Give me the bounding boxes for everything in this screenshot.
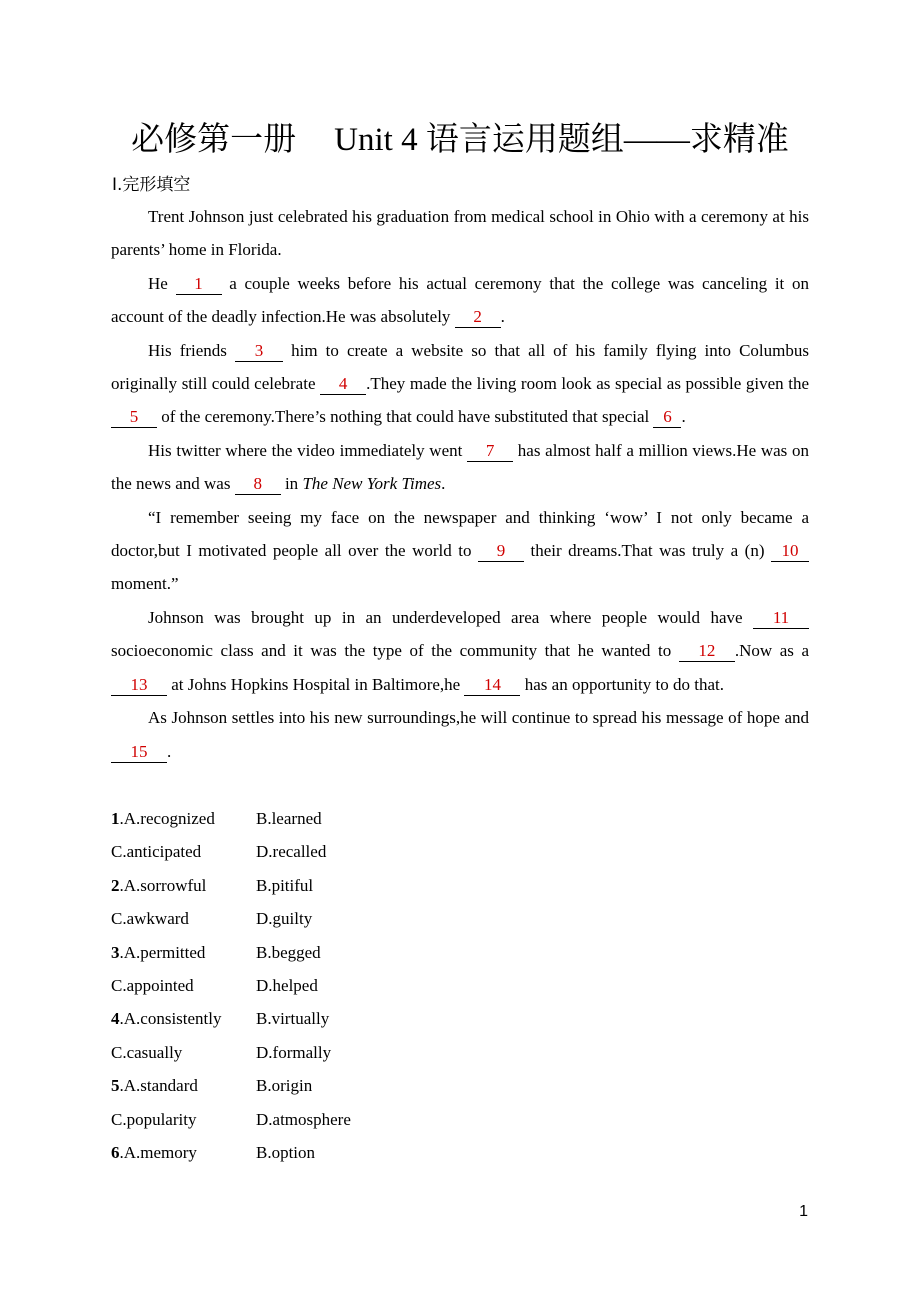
blank-13: 13 [111,675,167,696]
option-b: B.origin [256,1076,313,1096]
option-c: C.casually [111,1042,183,1062]
paragraph-2: He 1 a couple weeks before his actual ceremony that the college was canceling it on account of the deadly infection.He was absolutely 2 . [111,273,809,327]
question-5-row-cd [111,1103,351,1136]
question-number: 2 [111,875,120,895]
option-d: D.helped [256,975,318,995]
blank-12: 12 [679,641,735,662]
question-number: 1 [111,809,120,828]
option-d: D.atmosphere [256,1109,351,1129]
option-a: .A.sorrowful [119,875,207,895]
title-en-part: Unit 4 语言运用题组——求精准 [334,122,789,158]
paragraph-1: Trent Johnson just celebrated his graduation from medical school in Ohio with a ceremony at his parents’ home in Florida. [111,207,809,260]
blank-5: 5 [111,407,157,428]
option-a: .A.memory [119,1142,197,1162]
option-c: C.anticipated [111,842,202,862]
cloze-passage [111,200,809,768]
question-1-row-ab [111,802,351,835]
paragraph-5: “I remember seeing my face on the newspaper and thinking ‘wow’ I not only became a doctor,but I motivated people all over the world to 9 their dreams.That was truly a (n) 10 moment.” [111,507,809,594]
blank-7: 7 [467,441,513,462]
option-c: C.appointed [111,975,194,995]
blank-14: 14 [464,675,520,696]
blank-15: 15 [111,742,167,763]
blank-4: 4 [320,374,366,395]
section-heading: Ⅰ.完形填空 [112,175,191,195]
title-cn-part: 必修第一册 [131,122,297,158]
option-b: B.pitiful [256,875,314,895]
question-number: 6 [111,1142,120,1162]
blank-2: 2 [455,307,501,328]
blank-3: 3 [235,341,283,362]
blank-10: 10 [771,541,809,562]
option-b: B.learned [256,809,322,828]
blank-11: 11 [753,608,809,629]
option-a: .A.recognized [119,809,215,828]
question-options [111,802,351,1169]
blank-1: 1 [176,274,222,295]
option-d: D.formally [256,1042,332,1062]
blank-9: 9 [478,541,524,562]
option-a: .A.consistently [119,1009,222,1029]
option-b: B.option [256,1142,316,1162]
question-3-row-ab [111,936,351,969]
question-number: 5 [111,1076,120,1096]
page-number: 1 [799,1203,808,1220]
paragraph-6: Johnson was brought up in an underdeveloped area where people would have 11 socioeconomic class and it was the type of the community that he wanted to 12 .Now as a 13 at Johns Hopkins Hospital in Baltimore,he 14 has an opportunity to do that. [111,607,809,694]
question-4-row-cd [111,1036,351,1069]
question-number: 4 [111,1009,120,1029]
option-a: .A.permitted [119,942,206,962]
option-c: C.popularity [111,1109,197,1129]
question-3-row-cd [111,969,351,1002]
paragraph-4: His twitter where the video immediately went 7 has almost half a million views.He was on the news and was 8 in The New York Times. [111,440,809,494]
question-2-row-cd [111,902,351,935]
paragraph-3: His friends 3 him to create a website so that all of his family flying into Columbus originally still could celebrate 4 .They made the living room look as special as possible given the 5 of the ceremony.There’s nothing that could have substituted that special 6 . [111,340,809,427]
question-1-row-cd [111,835,351,868]
question-4-row-ab [111,1002,351,1035]
question-5-row-ab [111,1069,351,1102]
page-title [0,120,920,160]
blank-6: 6 [653,407,681,428]
question-2-row-ab [111,869,351,902]
paragraph-7: As Johnson settles into his new surroundings,he will continue to spread his message of hope and 15 . [111,701,809,768]
option-c: C.awkward [111,909,189,929]
option-b: B.begged [256,942,321,962]
option-d: D.recalled [256,842,327,862]
newspaper-name: The New York Times [302,474,442,494]
option-a: .A.standard [119,1076,198,1096]
option-b: B.virtually [256,1009,330,1029]
question-6-row-ab [111,1136,351,1169]
blank-8: 8 [235,474,281,495]
option-d: D.guilty [256,909,313,929]
question-number: 3 [111,942,120,962]
